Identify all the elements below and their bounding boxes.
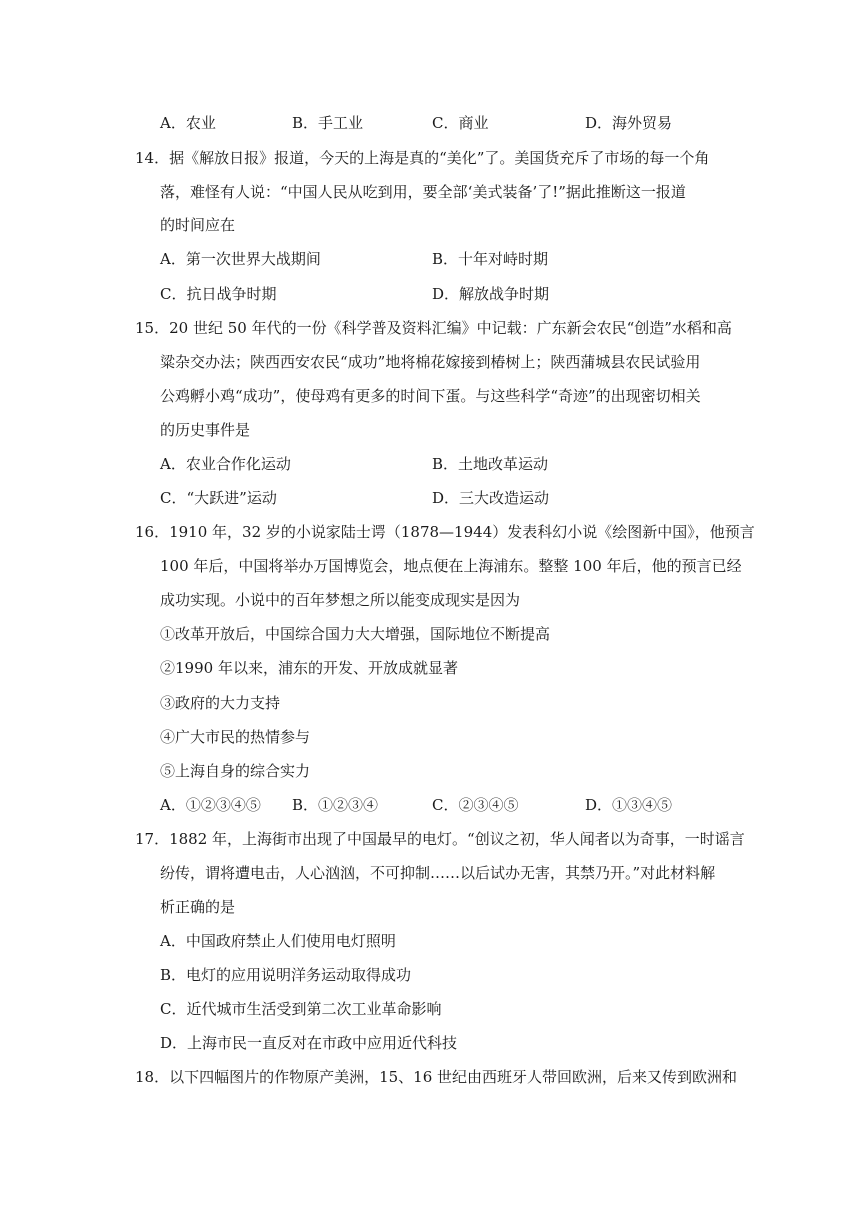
q16-stem-line-2: 100 年后，中国将举办万国博览会，地点便在上海浦东。整整 100 年后，他的预言已经 [160, 557, 742, 575]
q15-stem-line-1: 15．20 世纪 50 年代的一份《科学普及资料汇编》中记载：广东新会农民“创造”水稻和高 [135, 319, 732, 337]
q17-stem-line-3: 析正确的是 [160, 898, 236, 916]
q14-option-b: B．十年对峙时期 [432, 250, 549, 268]
q16-stem-line-1: 16．1910 年，32 岁的小说家陆士谔（1878—1944）发表科幻小说《绘图新中国》，他预言 [135, 523, 755, 541]
q13-option-b: B．手工业 [292, 114, 364, 132]
q13-option-d: D．海外贸易 [585, 114, 673, 132]
q15-stem-line-4: 的历史事件是 [160, 421, 251, 439]
q14-option-d: D．解放战争时期 [432, 285, 550, 303]
q17-option-a: A．中国政府禁止人们使用电灯照明 [160, 932, 396, 950]
q16-option-d: D．①③④⑤ [585, 796, 673, 814]
q17-option-b: B．电灯的应用说明洋务运动取得成功 [160, 966, 412, 984]
q17-stem-line-1: 17．1882 年，上海街市出现了中国最早的电灯。“创议之初，华人闻者以为奇事，一时谣言 [135, 830, 745, 848]
q17-option-d: D．上海市民一直反对在市政中应用近代科技 [160, 1034, 458, 1052]
q17-stem-line-2: 纷传，谓将遭电击，人心汹汹，不可抑制……以后试办无害，其禁乃开。”对此材料解 [160, 864, 716, 882]
q14-stem-line-2: 落，难怪有人说：“中国人民从吃到用，要全部‘美式装备’了!”据此推断这一报道 [160, 183, 686, 201]
q17-option-c: C．近代城市生活受到第二次工业革命影响 [160, 1000, 442, 1018]
q16-option-a: A．①②③④⑤ [160, 796, 261, 814]
q15-option-a: A．农业合作化运动 [160, 455, 291, 473]
q16-item-4: ④广大市民的热情参与 [160, 728, 311, 746]
q13-option-c: C．商业 [432, 114, 489, 132]
q18-stem-line-1: 18．以下四幅图片的作物原产美洲，15、16 世纪由西班牙人带回欧洲，后来又传到欧洲和 [135, 1068, 738, 1086]
q15-stem-line-2: 粱杂交办法；陕西西安农民“成功”地将棉花嫁接到椿树上；陕西蒲城县农民试验用 [160, 353, 701, 371]
q14-option-a: A．第一次世界大战期间 [160, 250, 321, 268]
q16-option-b: B．①②③④ [292, 796, 379, 814]
q15-option-c: C．“大跃进”运动 [160, 489, 277, 507]
q15-option-b: B．土地改革运动 [432, 455, 549, 473]
q13-option-a: A．农业 [160, 114, 216, 132]
q16-stem-line-3: 成功实现。小说中的百年梦想之所以能变成现实是因为 [160, 591, 521, 609]
q16-item-2: ②1990 年以来，浦东的开发、开放成就显著 [160, 659, 458, 677]
q14-stem-line-1: 14．据《解放日报》报道，今天的上海是真的“美化”了。美国货充斥了市场的每一个角 [135, 149, 710, 167]
q15-option-d: D．三大改造运动 [432, 489, 550, 507]
q14-stem-line-3: 的时间应在 [160, 216, 236, 234]
q16-item-1: ①改革开放后，中国综合国力大大增强，国际地位不断提高 [160, 625, 551, 643]
q16-item-3: ③政府的大力支持 [160, 694, 281, 712]
q14-option-c: C．抗日战争时期 [160, 285, 277, 303]
q16-option-c: C．②③④⑤ [432, 796, 519, 814]
q16-item-5: ⑤上海自身的综合实力 [160, 762, 311, 780]
q15-stem-line-3: 公鸡孵小鸡“成功”，使母鸡有更多的时间下蛋。与这些科学“奇迹”的出现密切相关 [160, 387, 701, 405]
